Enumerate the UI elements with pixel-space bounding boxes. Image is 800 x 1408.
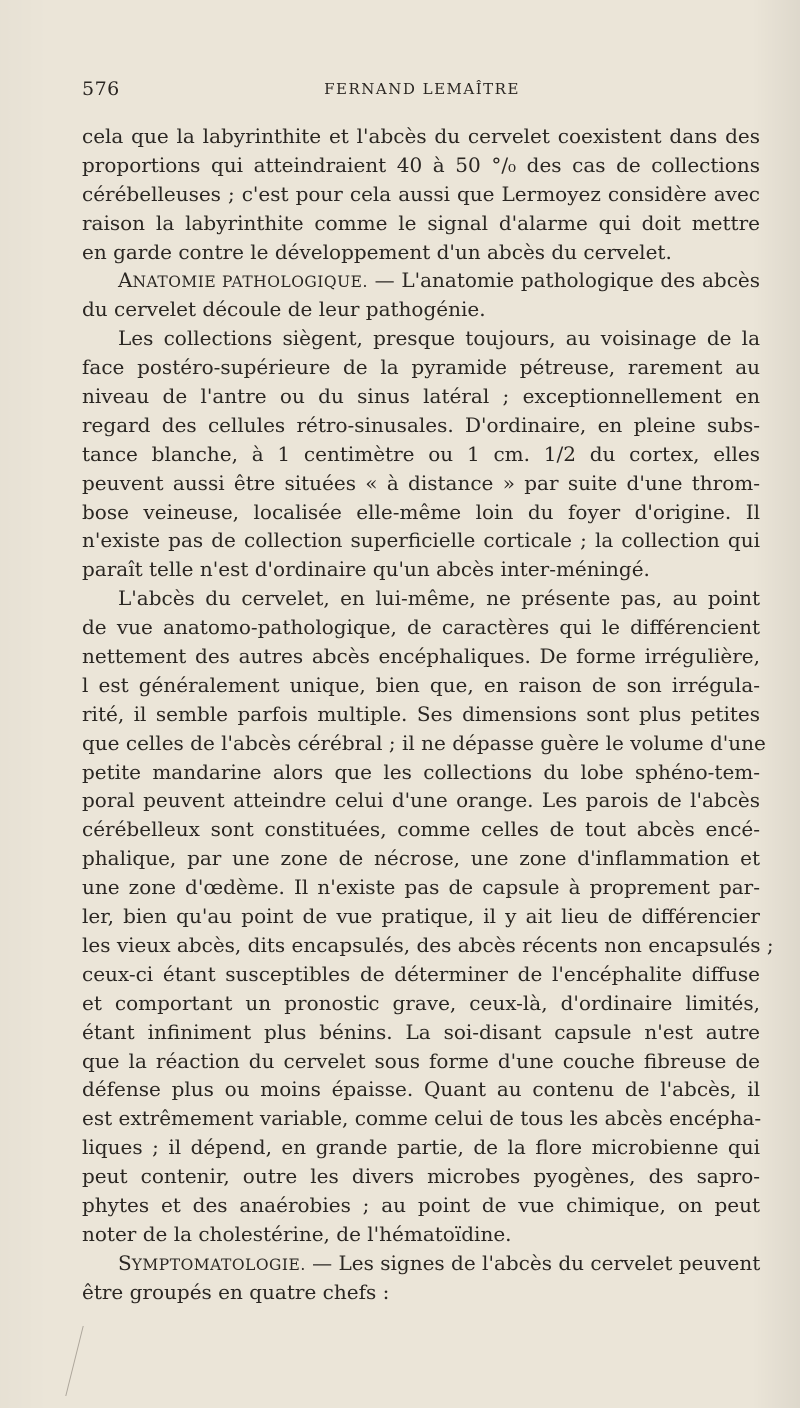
section-heading-smallcaps: NATOMIE PATHOLOGIQUE. [132,273,368,292]
text-line: ler, bien qu'au point de vue pratique, il y ait lieu de différencier [82,904,760,929]
intro-paragraph [82,122,760,266]
running-title: FERNAND LEMAÎTRE [324,80,520,98]
text-line: n'existe pas de collection superficielle corticale ; la collection qui [82,528,760,553]
section-heading-rest: — L'anatomie pathologique des abcès [367,268,760,293]
text-line: étant infiniment plus bénins. La soi-disant capsule n'est autre [82,1019,760,1044]
paragraph-collections [82,324,760,584]
section-symptomatologie [82,1249,760,1307]
text-line: est extrêmement variable, comme celui de tous les abcès encépha- [82,1106,762,1131]
text-line: proportions qui atteindraient 40 à 50 °/₀ des cas de collections [82,152,760,177]
text-line: de vue anatomo-pathologique, de caractères qui le différencient [82,615,760,640]
text-line: noter de la cholestérine, de l'hématoïdine. [82,1221,512,1246]
text-line: phytes et des anaérobies ; au point de vue chimique, on peut [82,1192,760,1217]
text-line: et comportant un pronostic grave, ceux-là, d'ordinaire limités, [82,990,760,1015]
text-line: du cervelet découle de leur pathogénie. [82,297,486,322]
text-line: défense plus ou moins épaisse. Quant au contenu de l'abcès, il [82,1077,760,1102]
text-line: peuvent aussi être situées « à distance » par suite d'une throm- [82,470,760,495]
text-line: face postéro-supérieure de la pyramide pétreuse, rarement au [82,355,760,380]
section-anatomie-pathologique [82,266,760,324]
text-line: être groupés en quatre chefs : [82,1279,390,1304]
section-heading-line [82,1249,760,1278]
text-line: cérébelleux sont constituées, comme celles de tout abcès encé- [82,817,760,842]
body-text [82,122,774,1307]
text-line: phalique, par une zone de nécrose, une zone d'inflammation et [82,846,760,871]
text-line: paraît telle n'est d'ordinaire qu'un abcès inter-méningé. [82,557,650,582]
text-line: niveau de l'antre ou du sinus latéral ; exceptionnellement en [82,384,760,409]
text-line: que celles de l'abcès cérébral ; il ne dépasse guère le volume d'une [82,730,766,755]
text-line: cérébelleuses ; c'est pour cela aussi que Lermoyez considère avec [82,181,760,206]
text-line: cela que la labyrinthite et l'abcès du cervelet coexistent dans des [82,124,760,148]
text-line: ceux-ci étant susceptibles de déterminer de l'encéphalite diffuse [82,961,760,986]
text-line: L'abcès du cervelet, en lui-même, ne présente pas, au point [118,586,760,611]
section-heading-rest: — Les signes de l'abcès du cervelet peuvent [305,1250,761,1275]
text-line: rité, il semble parfois multiple. Ses dimensions sont plus petites [82,701,760,726]
text-line: tance blanche, à 1 centimètre ou 1 cm. 1/2 du cortex, elles [82,441,760,466]
paragraph-abces [82,584,774,1248]
text-line: l est généralement unique, bien que, en raison de son irrégula- [82,672,760,697]
text-line: les vieux abcès, dits encapsulés, des abcès récents non encapsulés ; [82,932,774,957]
section-heading-initial: S [118,1250,132,1275]
section-heading-initial: A [118,268,133,293]
text-line: poral peuvent atteindre celui d'une orange. Les parois de l'abcès [82,788,760,813]
text-line: raison la labyrinthite comme le signal d'alarme qui doit mettre [82,210,760,235]
text-line: petite mandarine alors que les collections du lobe sphéno-tem- [82,759,760,784]
text-line: nettement des autres abcès encéphaliques. De forme irrégulière, [82,644,760,669]
text-line: que la réaction du cervelet sous forme d'une couche fibreuse de [82,1048,760,1073]
text-line: une zone d'œdème. Il n'existe pas de capsule à proprement par- [82,875,760,900]
section-heading-line [82,266,760,295]
text-line: en garde contre le développement d'un abcès du cervelet. [82,239,672,264]
text-line: bose veineuse, localisée elle-même loin du foyer d'origine. Il [82,499,760,524]
text-line: liques ; il dépend, en grande partie, de la flore microbienne qui [82,1135,760,1160]
section-heading-smallcaps: YMPTOMATOLOGIE. [131,1255,306,1274]
text-line: regard des cellules rétro-sinusales. D'ordinaire, en pleine subs- [82,412,760,437]
page-header [82,78,762,102]
text-line: Les collections siègent, presque toujours, au voisinage de la [118,326,760,351]
page-number: 576 [82,78,120,100]
text-line: peut contenir, outre les divers microbes pyogènes, des sapro- [82,1164,760,1189]
margin-pencil-mark [51,1326,83,1396]
